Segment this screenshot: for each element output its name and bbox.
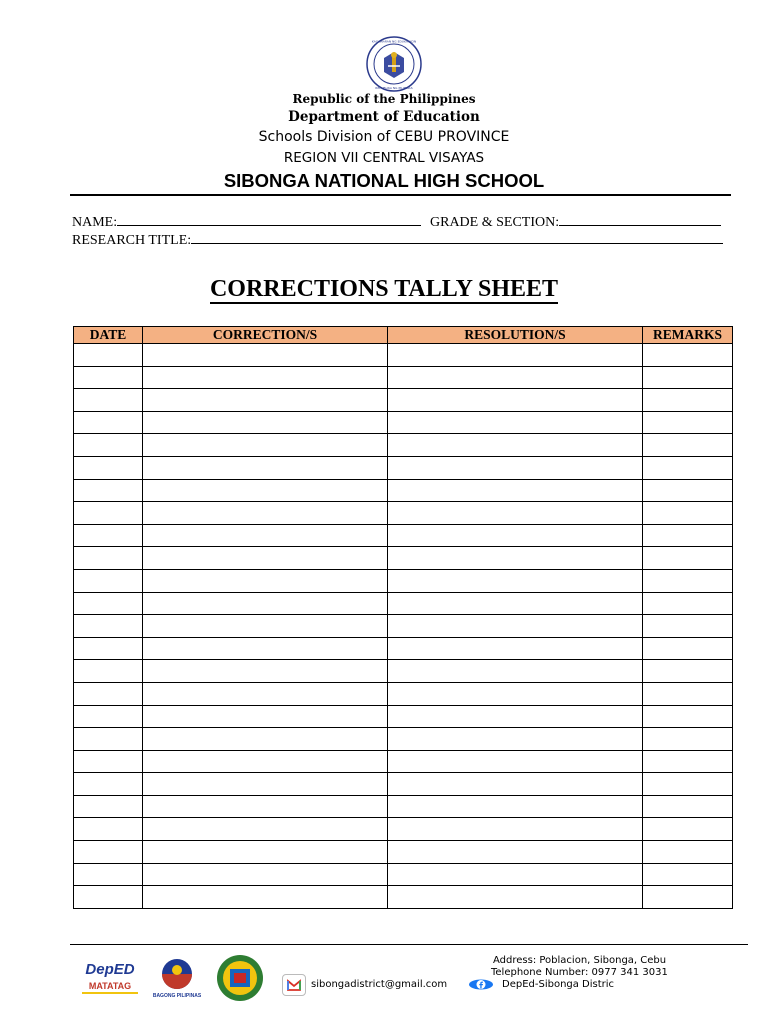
svg-text:MATATAG: MATATAG (88, 981, 132, 991)
division-heading: Schools Division of CEBU PROVINCE (258, 129, 510, 145)
name-blank[interactable] (117, 212, 421, 226)
date-cell[interactable] (74, 795, 143, 818)
remarks-cell[interactable] (643, 773, 733, 796)
resolution-cell[interactable] (388, 841, 643, 864)
remarks-cell[interactable] (643, 863, 733, 886)
remarks-cell[interactable] (643, 479, 733, 502)
remarks-cell[interactable] (643, 389, 733, 412)
correction-cell[interactable] (143, 863, 388, 886)
date-cell[interactable] (74, 434, 143, 457)
correction-cell[interactable] (143, 705, 388, 728)
correction-cell[interactable] (143, 886, 388, 909)
correction-cell[interactable] (143, 637, 388, 660)
date-cell[interactable] (74, 682, 143, 705)
resolution-cell[interactable] (388, 411, 643, 434)
date-cell[interactable] (74, 863, 143, 886)
table-row (74, 818, 733, 841)
date-cell[interactable] (74, 773, 143, 796)
remarks-cell[interactable] (643, 660, 733, 683)
table-row (74, 682, 733, 705)
resolution-cell[interactable] (388, 479, 643, 502)
date-cell[interactable] (74, 524, 143, 547)
remarks-cell[interactable] (643, 682, 733, 705)
date-cell[interactable] (74, 660, 143, 683)
date-cell[interactable] (74, 705, 143, 728)
remarks-cell[interactable] (643, 456, 733, 479)
correction-cell[interactable] (143, 818, 388, 841)
date-cell[interactable] (74, 389, 143, 412)
facebook-icon (468, 979, 494, 990)
correction-cell[interactable] (143, 592, 388, 615)
resolution-cell[interactable] (388, 524, 643, 547)
correction-cell[interactable] (143, 750, 388, 773)
correction-cell[interactable] (143, 366, 388, 389)
table-row (74, 434, 733, 457)
remarks-cell[interactable] (643, 615, 733, 638)
correction-cell[interactable] (143, 389, 388, 412)
table-row (74, 547, 733, 570)
remarks-cell[interactable] (643, 569, 733, 592)
table-row (74, 389, 733, 412)
remarks-cell[interactable] (643, 637, 733, 660)
remarks-cell[interactable] (643, 705, 733, 728)
date-cell[interactable] (74, 344, 143, 367)
footer-email[interactable]: sibongadistrict@gmail.com (311, 979, 448, 990)
table-header-row (74, 327, 733, 344)
remarks-cell[interactable] (643, 592, 733, 615)
table-row (74, 524, 733, 547)
correction-cell[interactable] (143, 569, 388, 592)
name-label: NAME: (72, 215, 118, 230)
table-row (74, 456, 733, 479)
grade-section-field[interactable] (430, 212, 721, 231)
correction-cell[interactable] (143, 411, 388, 434)
table-row (74, 886, 733, 909)
remarks-cell[interactable] (643, 434, 733, 457)
resolution-cell[interactable] (388, 456, 643, 479)
remarks-cell[interactable] (643, 728, 733, 751)
correction-cell[interactable] (143, 524, 388, 547)
correction-cell[interactable] (143, 682, 388, 705)
correction-cell[interactable] (143, 344, 388, 367)
remarks-cell[interactable] (643, 841, 733, 864)
date-cell[interactable] (74, 547, 143, 570)
resolution-cell[interactable] (388, 615, 643, 638)
table-row (74, 728, 733, 751)
footer-divider (70, 944, 748, 945)
resolution-cell[interactable] (388, 569, 643, 592)
gmail-icon (282, 974, 306, 996)
footer-phone: Telephone Number: 0977 341 3031 (491, 967, 668, 978)
column-header-date: DATE (74, 327, 143, 344)
resolution-cell[interactable] (388, 592, 643, 615)
table-row (74, 366, 733, 389)
correction-cell[interactable] (143, 795, 388, 818)
school-name: SIBONGA NATIONAL HIGH SCHOOL (223, 170, 545, 191)
deped-matatag-logo (78, 958, 142, 998)
resolution-cell[interactable] (388, 434, 643, 457)
correction-cell[interactable] (143, 479, 388, 502)
page-title: CORRECTIONS TALLY SHEET (209, 276, 559, 302)
bagong-pilipinas-logo (148, 956, 206, 1000)
footer-address: Address: Poblacion, Sibonga, Cebu (493, 955, 667, 966)
resolution-cell[interactable] (388, 795, 643, 818)
date-cell[interactable] (74, 502, 143, 525)
resolution-cell[interactable] (388, 682, 643, 705)
resolution-cell[interactable] (388, 660, 643, 683)
research-title-blank[interactable] (191, 230, 723, 244)
resolution-cell[interactable] (388, 773, 643, 796)
table-row (74, 773, 733, 796)
correction-cell[interactable] (143, 728, 388, 751)
research-title-label: RESEARCH TITLE: (72, 233, 192, 248)
date-cell[interactable] (74, 886, 143, 909)
correction-cell[interactable] (143, 456, 388, 479)
correction-cell[interactable] (143, 547, 388, 570)
remarks-cell[interactable] (643, 502, 733, 525)
department-heading: Department of Education (288, 109, 480, 125)
date-cell[interactable] (74, 366, 143, 389)
resolution-cell[interactable] (388, 366, 643, 389)
resolution-cell[interactable] (388, 389, 643, 412)
date-cell[interactable] (74, 728, 143, 751)
remarks-cell[interactable] (643, 795, 733, 818)
date-cell[interactable] (74, 456, 143, 479)
date-cell[interactable] (74, 615, 143, 638)
remarks-cell[interactable] (643, 344, 733, 367)
grade-section-blank[interactable] (559, 212, 721, 226)
column-header-remarks: REMARKS (643, 327, 733, 344)
resolution-cell[interactable] (388, 344, 643, 367)
resolution-cell[interactable] (388, 886, 643, 909)
table-row (74, 502, 733, 525)
remarks-cell[interactable] (643, 750, 733, 773)
research-title-field[interactable] (72, 230, 723, 249)
table-row (74, 660, 733, 683)
deped-seal-icon (366, 36, 422, 92)
date-cell[interactable] (74, 411, 143, 434)
date-cell[interactable] (74, 479, 143, 502)
resolution-cell[interactable] (388, 637, 643, 660)
date-cell[interactable] (74, 750, 143, 773)
table-row (74, 411, 733, 434)
table-row (74, 795, 733, 818)
column-header-resolutions: RESOLUTION/S (388, 327, 643, 344)
grade-section-label: GRADE & SECTION: (430, 215, 560, 230)
remarks-cell[interactable] (643, 886, 733, 909)
table-row (74, 705, 733, 728)
region-heading: REGION VII CENTRAL VISAYAS (283, 150, 485, 166)
table-row (74, 569, 733, 592)
date-cell[interactable] (74, 637, 143, 660)
corrections-table (73, 326, 733, 909)
table-row (74, 750, 733, 773)
table-row (74, 479, 733, 502)
school-seal-logo (212, 953, 268, 1003)
date-cell[interactable] (74, 818, 143, 841)
correction-cell[interactable] (143, 841, 388, 864)
remarks-cell[interactable] (643, 818, 733, 841)
remarks-cell[interactable] (643, 547, 733, 570)
correction-cell[interactable] (143, 660, 388, 683)
resolution-cell[interactable] (388, 502, 643, 525)
remarks-cell[interactable] (643, 366, 733, 389)
svg-text:KAGAWARAN NG EDUKASYON: KAGAWARAN NG EDUKASYON (371, 39, 417, 44)
resolution-cell[interactable] (388, 705, 643, 728)
correction-cell[interactable] (143, 615, 388, 638)
table-row (74, 344, 733, 367)
date-cell[interactable] (74, 841, 143, 864)
date-cell[interactable] (74, 592, 143, 615)
remarks-cell[interactable] (643, 411, 733, 434)
date-cell[interactable] (74, 569, 143, 592)
svg-text:DepED: DepED (85, 961, 135, 978)
correction-cell[interactable] (143, 434, 388, 457)
table-row (74, 863, 733, 886)
resolution-cell[interactable] (388, 863, 643, 886)
remarks-cell[interactable] (643, 524, 733, 547)
table-row (74, 841, 733, 864)
resolution-cell[interactable] (388, 750, 643, 773)
header-divider (70, 194, 731, 196)
resolution-cell[interactable] (388, 818, 643, 841)
correction-cell[interactable] (143, 773, 388, 796)
column-header-corrections: CORRECTION/S (143, 327, 388, 344)
footer-facebook[interactable]: DepEd-Sibonga Distric (502, 979, 615, 990)
table-row (74, 615, 733, 638)
svg-text:REPUBLIKA NG PILIPINAS: REPUBLIKA NG PILIPINAS (375, 86, 413, 90)
svg-text:BAGONG PILIPINAS: BAGONG PILIPINAS (152, 993, 202, 999)
table-row (74, 637, 733, 660)
republic-heading: Republic of the Philippines (292, 92, 476, 106)
correction-cell[interactable] (143, 502, 388, 525)
table-row (74, 592, 733, 615)
resolution-cell[interactable] (388, 547, 643, 570)
name-field[interactable] (72, 212, 421, 231)
resolution-cell[interactable] (388, 728, 643, 751)
